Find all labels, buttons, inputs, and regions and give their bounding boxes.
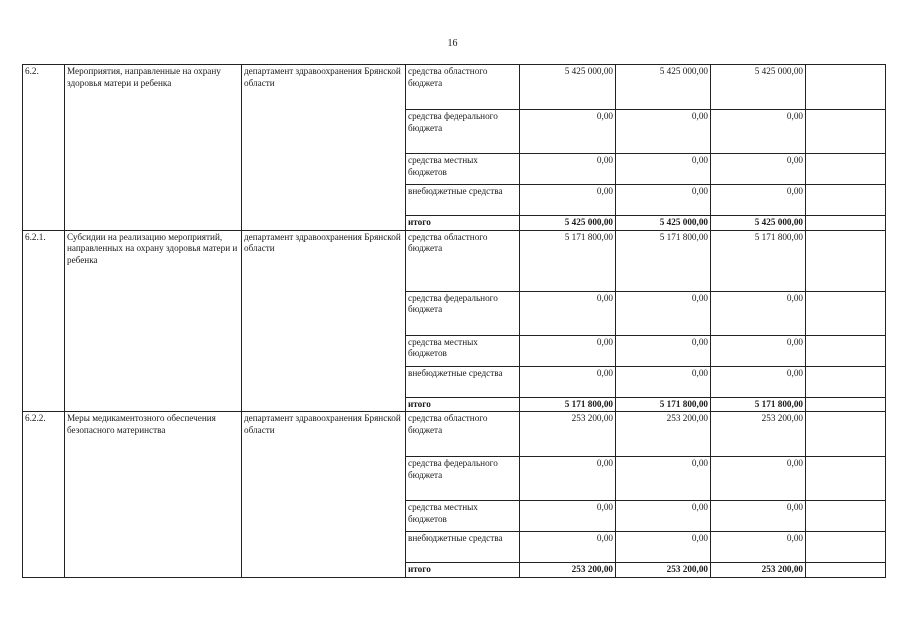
- amount-cell-4: [806, 185, 886, 216]
- item-executor: департамент здравоохранения Брянской области: [242, 412, 406, 578]
- amount-cell-3: 253 200,00: [711, 412, 806, 457]
- item-code: 6.2.2.: [23, 412, 65, 578]
- amount-cell-2: 5 171 800,00: [616, 397, 711, 412]
- amount-cell-3: 0,00: [711, 366, 806, 397]
- amount-cell-4: [806, 216, 886, 231]
- funding-source: внебюджетные средства: [406, 532, 520, 563]
- amount-cell-3: 5 425 000,00: [711, 65, 806, 110]
- amount-cell-1: 253 200,00: [520, 563, 616, 578]
- amount-cell-1: 5 171 800,00: [520, 230, 616, 291]
- item-code: 6.2.1.: [23, 230, 65, 412]
- item-code: 6.2.: [23, 65, 65, 231]
- amount-cell-4: [806, 457, 886, 501]
- amount-cell-4: [806, 501, 886, 532]
- item-executor: департамент здравоохранения Брянской области: [242, 230, 406, 412]
- amount-cell-4: [806, 563, 886, 578]
- funding-source: средства местных бюджетов: [406, 154, 520, 185]
- funding-source: средства областного бюджета: [406, 65, 520, 110]
- amount-cell-1: 5 425 000,00: [520, 216, 616, 231]
- amount-cell-4: [806, 154, 886, 185]
- amount-cell-1: 0,00: [520, 501, 616, 532]
- amount-cell-2: 0,00: [616, 501, 711, 532]
- funding-source: средства местных бюджетов: [406, 335, 520, 366]
- amount-cell-1: 5 171 800,00: [520, 397, 616, 412]
- amount-cell-3: 0,00: [711, 532, 806, 563]
- funding-source: средства областного бюджета: [406, 412, 520, 457]
- amount-cell-2: 0,00: [616, 532, 711, 563]
- amount-cell-1: 0,00: [520, 457, 616, 501]
- amount-cell-2: 5 425 000,00: [616, 216, 711, 231]
- amount-cell-4: [806, 397, 886, 412]
- budget-table: [22, 64, 886, 578]
- funding-source: средства местных бюджетов: [406, 501, 520, 532]
- amount-cell-2: 5 425 000,00: [616, 65, 711, 110]
- amount-cell-3: 0,00: [711, 335, 806, 366]
- amount-cell-1: 0,00: [520, 185, 616, 216]
- amount-cell-4: [806, 366, 886, 397]
- amount-cell-4: [806, 291, 886, 335]
- amount-cell-4: [806, 412, 886, 457]
- amount-cell-4: [806, 110, 886, 154]
- amount-cell-2: 253 200,00: [616, 563, 711, 578]
- amount-cell-4: [806, 65, 886, 110]
- funding-source: средства областного бюджета: [406, 230, 520, 291]
- amount-cell-1: 0,00: [520, 154, 616, 185]
- amount-cell-3: 0,00: [711, 291, 806, 335]
- amount-cell-3: 0,00: [711, 185, 806, 216]
- amount-cell-2: 5 171 800,00: [616, 230, 711, 291]
- amount-cell-2: 0,00: [616, 366, 711, 397]
- item-name: Мероприятия, направленные на охрану здоровья матери и ребенка: [65, 65, 242, 231]
- item-name: Меры медикаментозного обеспечения безопасного материнства: [65, 412, 242, 578]
- funding-source: итого: [406, 563, 520, 578]
- funding-source: внебюджетные средства: [406, 185, 520, 216]
- amount-cell-2: 0,00: [616, 154, 711, 185]
- funding-source: средства федерального бюджета: [406, 457, 520, 501]
- funding-source: итого: [406, 216, 520, 231]
- amount-cell-2: 253 200,00: [616, 412, 711, 457]
- amount-cell-1: 0,00: [520, 110, 616, 154]
- item-executor: департамент здравоохранения Брянской области: [242, 65, 406, 231]
- amount-cell-3: 5 425 000,00: [711, 216, 806, 231]
- amount-cell-2: 0,00: [616, 110, 711, 154]
- amount-cell-1: 0,00: [520, 291, 616, 335]
- amount-cell-1: 5 425 000,00: [520, 65, 616, 110]
- table-row: [23, 412, 886, 457]
- funding-source: средства федерального бюджета: [406, 110, 520, 154]
- page-number: 16: [447, 38, 458, 49]
- amount-cell-3: 5 171 800,00: [711, 230, 806, 291]
- amount-cell-1: 253 200,00: [520, 412, 616, 457]
- amount-cell-3: 0,00: [711, 110, 806, 154]
- amount-cell-4: [806, 532, 886, 563]
- amount-cell-3: 0,00: [711, 154, 806, 185]
- funding-source: внебюджетные средства: [406, 366, 520, 397]
- amount-cell-2: 0,00: [616, 335, 711, 366]
- table-row: [23, 65, 886, 110]
- amount-cell-1: 0,00: [520, 335, 616, 366]
- amount-cell-4: [806, 335, 886, 366]
- amount-cell-3: 0,00: [711, 457, 806, 501]
- item-name: Субсидии на реализацию мероприятий, направленных на охрану здоровья матери и ребенка: [65, 230, 242, 412]
- amount-cell-2: 0,00: [616, 291, 711, 335]
- funding-source: итого: [406, 397, 520, 412]
- amount-cell-4: [806, 230, 886, 291]
- amount-cell-1: 0,00: [520, 366, 616, 397]
- amount-cell-3: 253 200,00: [711, 563, 806, 578]
- table-row: [23, 230, 886, 291]
- amount-cell-1: 0,00: [520, 532, 616, 563]
- funding-source: средства федерального бюджета: [406, 291, 520, 335]
- amount-cell-2: 0,00: [616, 457, 711, 501]
- table-body: [23, 65, 886, 578]
- amount-cell-3: 0,00: [711, 501, 806, 532]
- amount-cell-3: 5 171 800,00: [711, 397, 806, 412]
- amount-cell-2: 0,00: [616, 185, 711, 216]
